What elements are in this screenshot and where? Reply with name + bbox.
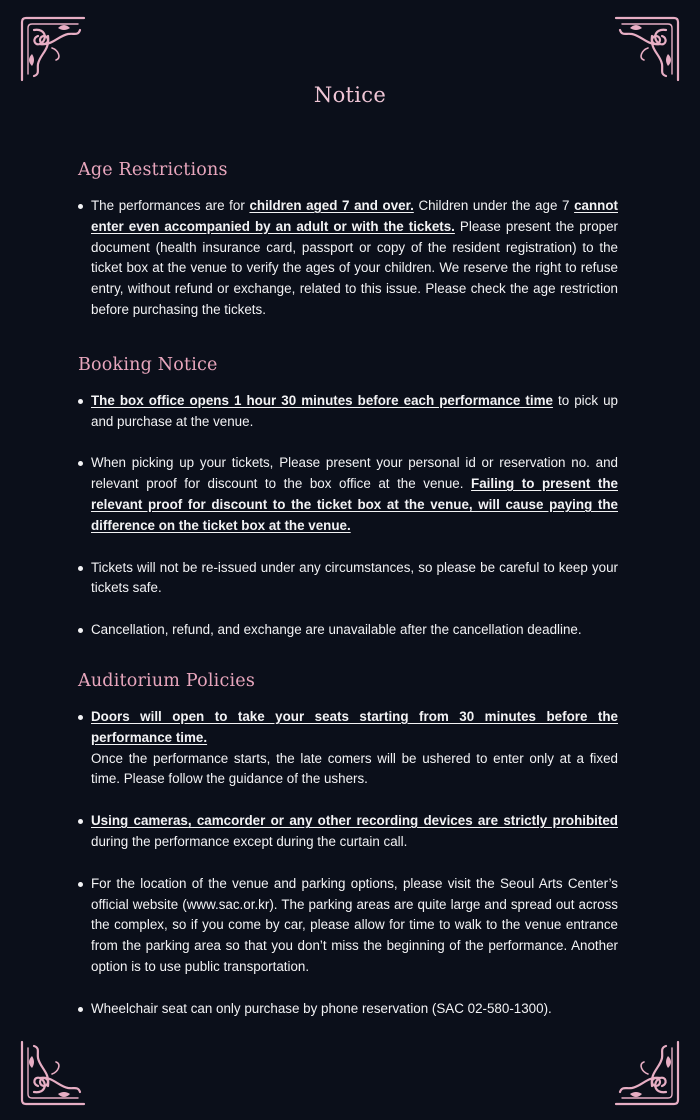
list-item [78, 620, 618, 641]
list-item [78, 874, 618, 978]
section-booking-notice [78, 355, 618, 641]
item-text: When picking up your tickets, Please present your personal id or reservation no. and relevant proof for discount to the box office at the venue. [91, 455, 618, 492]
list-item [78, 558, 618, 600]
ornament-corner-icon [18, 14, 88, 84]
ornament-corner-icon [612, 14, 682, 84]
list-item [78, 196, 618, 321]
item-text: Please present the proper document (health insurance card, passport or copy of the resident registration) to the ticket box at the venue to verify the ages of your children. We reserve the right to refuse entry, without refund or exchange, related to this issue. Please check the age restriction before purchasing the tickets. [91, 218, 618, 317]
list-item [78, 811, 618, 853]
ornament-corner-icon [18, 1038, 88, 1108]
item-text: during the performance except during the curtain call. [91, 833, 408, 849]
section-heading: Age Restrictions [78, 160, 228, 180]
item-highlight: Using cameras, camcorder or any other recording devices are strictly prohibited [91, 813, 618, 829]
item-highlight: Failing to present the relevant proof for discount to the ticket box at the venue, will cause paying the difference on the ticket box at the venue. [91, 476, 618, 533]
item-text: Once the performance starts, the late comers will be ushered to enter only at a fixed time. Please follow the guidance of the ushers. [91, 750, 618, 787]
bullet-list [78, 391, 618, 641]
item-text: Children under the age 7 [413, 198, 575, 213]
section-heading: Booking Notice [78, 354, 218, 375]
item-highlight: cannot enter even accompanied by an adult or with the tickets. [91, 198, 618, 234]
list-item [78, 707, 618, 790]
item-text: Tickets will not be re-issued under any circumstances, so please be careful to keep your tickets safe. [91, 559, 618, 596]
item-text: For the location of the venue and parking options, please visit the Seoul Arts Center’s official website (www.sac.or.kr). The parking areas are quite large and spread out across the complex, so if you come by car, please allow for time to walk to the venue entrance from the parking area so that you don’t miss the beginning of the performance. Another option is to use public transportation. [91, 875, 618, 974]
item-text: Cancellation, refund, and exchange are unavailable after the cancellation deadline. [91, 622, 582, 638]
list-item [78, 453, 618, 536]
item-highlight: Doors will open to take your seats starting from 30 minutes before the performance time. [91, 708, 618, 745]
bullet-list [78, 196, 618, 321]
list-item [78, 391, 618, 433]
ornament-corner-icon [612, 1038, 682, 1108]
list-item [78, 999, 618, 1020]
item-highlight: children aged 7 and over. [249, 198, 414, 213]
item-text: to pick up and purchase at the venue. [91, 392, 618, 429]
section-age-restrictions [78, 160, 618, 321]
notice-content [78, 160, 618, 1020]
page-title: Notice [313, 83, 387, 107]
bullet-list [78, 707, 618, 1020]
item-text: The performances are for [91, 198, 250, 213]
item-highlight: The box office opens 1 hour 30 minutes before each performance time [91, 392, 553, 408]
section-auditorium-policies [78, 671, 618, 1020]
section-heading: Auditorium Policies [78, 670, 255, 691]
item-text: Wheelchair seat can only purchase by phone reservation (SAC 02-580-1300). [91, 1000, 552, 1016]
